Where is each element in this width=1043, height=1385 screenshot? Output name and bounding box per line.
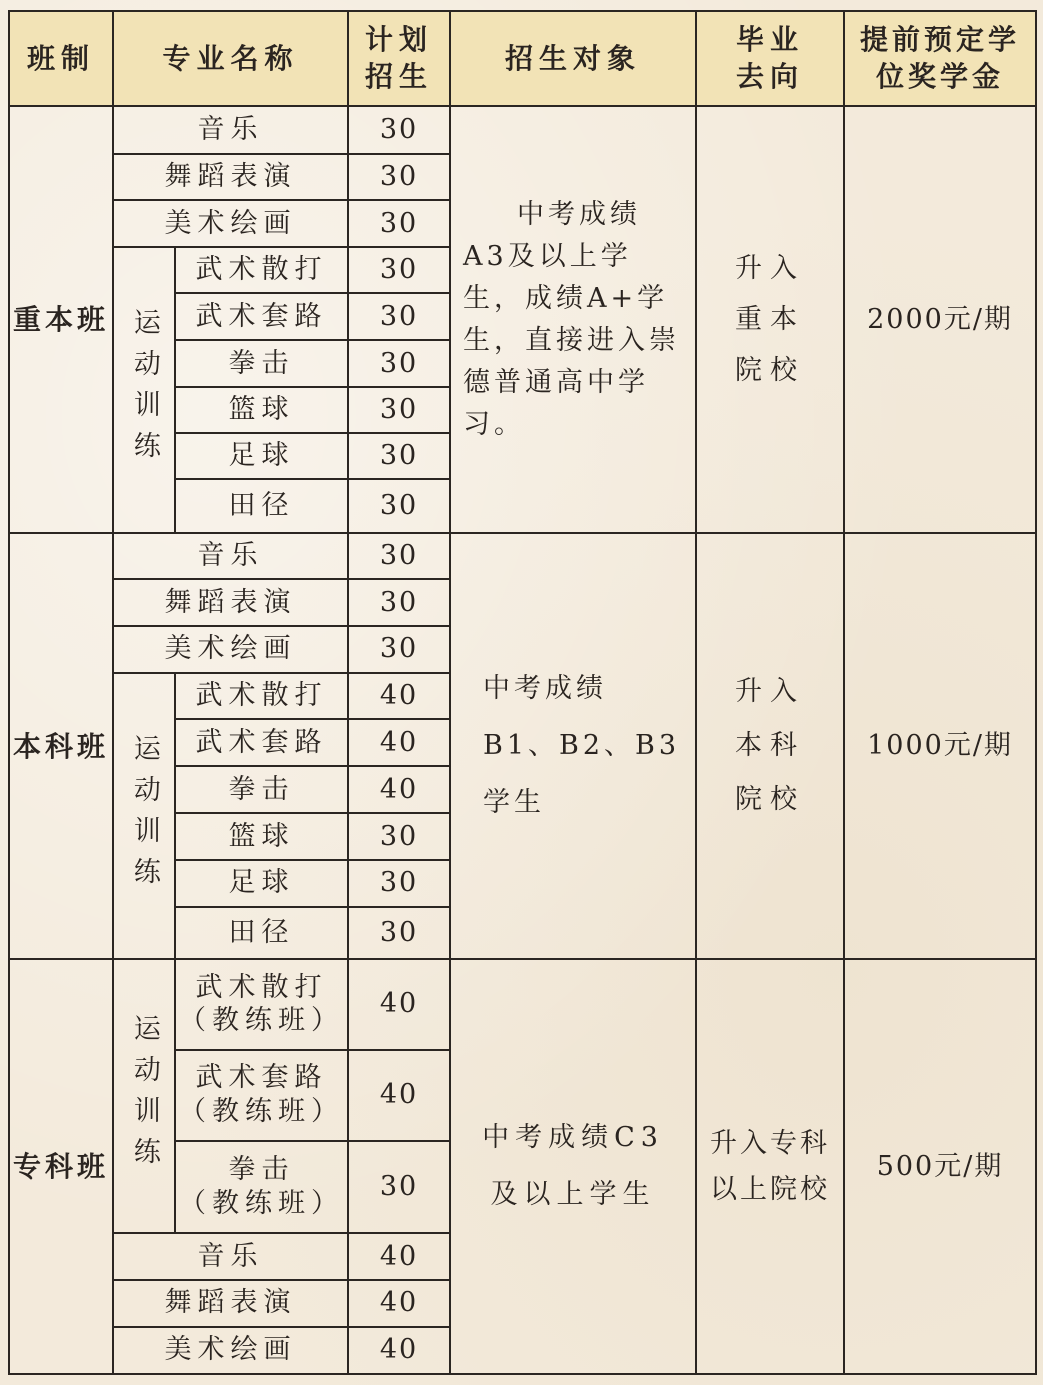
plan-cell: 30: [348, 907, 450, 959]
major-cell: 美术绘画: [113, 200, 348, 247]
major-cell: 武术散打: [175, 247, 348, 293]
plan-cell: 30: [348, 860, 450, 907]
plan-cell: 30: [348, 579, 450, 625]
class-cell: 本科班: [9, 533, 113, 959]
enrollment-plan-table: [8, 10, 1037, 1375]
sports-group-label: 运动训练: [113, 247, 175, 533]
table-row: [9, 106, 1036, 153]
major-cell: 音乐: [113, 1233, 348, 1279]
plan-cell: 40: [348, 959, 450, 1049]
header-destination: 毕业去向: [696, 11, 844, 106]
table-row: [9, 959, 1036, 1049]
enrollment-plan-table-wrapper: [8, 10, 1035, 1375]
major-cell: 武术套路: [175, 293, 348, 340]
plan-cell: 30: [348, 106, 450, 153]
plan-cell: 30: [348, 154, 450, 200]
target-cell: 中考成绩C3及以上学生: [450, 959, 696, 1374]
major-cell: 拳击: [175, 340, 348, 386]
plan-cell: 30: [348, 1141, 450, 1233]
scholarship-cell: 2000元/期: [844, 106, 1036, 533]
scholarship-cell: 500元/期: [844, 959, 1036, 1374]
major-cell: 武术散打: [175, 673, 348, 719]
class-cell: 专科班: [9, 959, 113, 1374]
major-cell: 舞蹈表演: [113, 579, 348, 625]
destination-cell: 升入重本院校: [696, 106, 844, 533]
plan-cell: 30: [348, 293, 450, 340]
major-cell: 音乐: [113, 106, 348, 153]
plan-cell: 40: [348, 1327, 450, 1374]
plan-cell: 30: [348, 479, 450, 533]
table-row: [9, 533, 1036, 579]
class-cell: 重本班: [9, 106, 113, 533]
major-cell: 武术套路: [175, 719, 348, 766]
plan-cell: 30: [348, 533, 450, 579]
plan-cell: 30: [348, 247, 450, 293]
major-cell: 篮球: [175, 813, 348, 859]
plan-cell: 40: [348, 1280, 450, 1327]
header-target: 招生对象: [450, 11, 696, 106]
major-cell: 美术绘画: [113, 1327, 348, 1374]
plan-cell: 30: [348, 813, 450, 859]
header-class-system: 班制: [9, 11, 113, 106]
major-cell: 田径: [175, 479, 348, 533]
plan-cell: 40: [348, 1050, 450, 1141]
plan-cell: 30: [348, 387, 450, 433]
major-cell: 武术散打 （教练班）: [175, 959, 348, 1049]
plan-cell: 40: [348, 1233, 450, 1279]
plan-cell: 40: [348, 719, 450, 766]
destination-cell: 升入本科院校: [696, 533, 844, 959]
plan-cell: 30: [348, 626, 450, 673]
header-row: [9, 11, 1036, 106]
target-cell: 中考成绩B1、B2、B3学生: [450, 533, 696, 959]
major-cell: 足球: [175, 860, 348, 907]
major-cell: 美术绘画: [113, 626, 348, 673]
sports-group-label: 运动训练: [113, 673, 175, 959]
major-cell: 田径: [175, 907, 348, 959]
plan-cell: 40: [348, 673, 450, 719]
plan-cell: 40: [348, 766, 450, 813]
sports-group-label: 运动训练: [113, 959, 175, 1233]
major-cell: 篮球: [175, 387, 348, 433]
plan-cell: 30: [348, 340, 450, 386]
major-cell: 舞蹈表演: [113, 1280, 348, 1327]
header-major: 专业名称: [113, 11, 348, 106]
major-cell: 拳击 （教练班）: [175, 1141, 348, 1233]
target-cell: 中考成绩A3及以上学生，成绩A+学生，直接进入崇德普通高中学习。: [450, 106, 696, 533]
scholarship-cell: 1000元/期: [844, 533, 1036, 959]
major-cell: 音乐: [113, 533, 348, 579]
plan-cell: 30: [348, 433, 450, 479]
major-cell: 足球: [175, 433, 348, 479]
destination-cell: 升入专科以上院校: [696, 959, 844, 1374]
major-cell: 舞蹈表演: [113, 154, 348, 200]
plan-cell: 30: [348, 200, 450, 247]
header-plan: 计划招生: [348, 11, 450, 106]
major-cell: 武术套路 （教练班）: [175, 1050, 348, 1141]
major-cell: 拳击: [175, 766, 348, 813]
header-scholarship: 提前预定学位奖学金: [844, 11, 1036, 106]
